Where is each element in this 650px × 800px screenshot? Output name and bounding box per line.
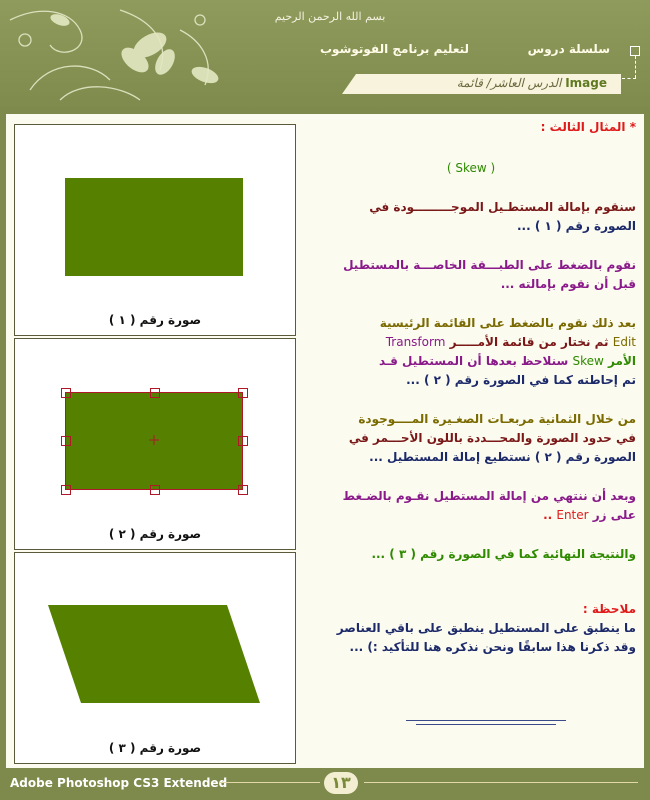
divider [416, 724, 556, 725]
lesson-title [457, 76, 607, 90]
paragraph-line: في حدود الصورة والمحـــددة باللون الأحـــمر في [348, 431, 636, 445]
transform-handle-icon [238, 485, 248, 495]
inline-text: ثم نختار من قائمة الأمـــــر [445, 335, 613, 349]
footer [0, 768, 650, 800]
paragraph-line: الصورة رقم ( ١ ) ... [517, 219, 636, 233]
skew-command-label: Skew [572, 354, 604, 368]
dashed-line-ornament [635, 56, 636, 78]
paragraph-4 [306, 410, 636, 467]
inline-text: على زر [588, 508, 636, 522]
menu-transform-label: Transform [385, 335, 446, 349]
paragraph-line: والنتيجة النهائية كما في الصورة رقم ( ٣ ) ... [371, 547, 636, 561]
page-number: ١٣ [324, 772, 358, 794]
lesson-text-column [306, 118, 636, 657]
series-subtitle: لتعليم برنامج الفوتوشوب [320, 42, 469, 56]
lesson-menu-name: Image [565, 76, 607, 90]
divider [406, 720, 566, 721]
divider [220, 782, 320, 783]
figure-3 [14, 552, 296, 764]
paragraph-line: الصورة رقم ( ٢ ) نستطيع إمالة المستطيل ... [369, 450, 636, 464]
paragraph-2 [306, 256, 636, 294]
series-heading [320, 42, 640, 62]
example-heading: * المثال الثالث : [540, 120, 636, 134]
divider [364, 782, 638, 783]
lesson-menu-word: قائمة [456, 76, 483, 90]
enter-key-label: Enter [556, 508, 589, 522]
skew-label: ( Skew ) [446, 161, 496, 175]
paragraph-3 [306, 314, 636, 390]
paragraph-line [306, 352, 636, 371]
center-point-icon [149, 435, 159, 445]
lesson-number: الدرس العاشر/ [486, 76, 562, 90]
paragraph-line: نقوم بالضغط على الطبـــقة الخاصـــة بالمستطيل [343, 258, 636, 272]
transform-handle-icon [61, 388, 71, 398]
green-rectangle [65, 178, 243, 276]
skewed-parallelogram [15, 553, 295, 723]
transform-handle-icon [61, 485, 71, 495]
paragraph-line: ما ينطبق على المستطيل ينطبق على باقي العناصر [336, 621, 636, 635]
paragraph-line: تم إحاطته كما في الصورة رقم ( ٢ ) ... [406, 373, 636, 387]
transform-handle-icon [61, 436, 71, 446]
square-ornament-icon [630, 46, 640, 56]
footer-title: Adobe Photoshop CS3 Extended [10, 776, 228, 790]
inline-text: سنلاحظ بعدها أن المستطيل قـد [378, 354, 573, 368]
note-block [306, 600, 636, 657]
paragraph-line: بعد ذلك نقوم بالضغط على القائمة الرئيسية [379, 316, 636, 330]
series-title: سلسلة دروس [527, 42, 610, 56]
dashed-line-ornament [622, 78, 636, 79]
paragraph-line: وقد ذكرنا هذا سابقًا ونحن نذكره هنا للتأكيد :) ... [349, 640, 636, 654]
transform-handle-icon [150, 485, 160, 495]
figure-caption: صورة رقم ( ٣ ) [108, 741, 202, 755]
transform-handle-icon [238, 436, 248, 446]
figure-caption: صورة رقم ( ١ ) [108, 313, 202, 327]
figure-2 [14, 338, 296, 550]
paragraph-line: قبل أن نقوم بإمالته ... [500, 277, 636, 291]
paragraph-line: وبعد أن ننتهي من إمالة المستطيل نقـوم بالضـغط [342, 489, 636, 503]
floral-decoration-icon [0, 0, 250, 108]
transform-handle-icon [238, 388, 248, 398]
figure-caption: صورة رقم ( ٢ ) [108, 527, 202, 541]
figure-1 [14, 124, 296, 336]
paragraph-line: سنقوم بإمالة المستطـيل الموجـــــــــودة في [369, 200, 636, 214]
inline-text: .. [543, 508, 557, 522]
transform-handle-icon [150, 388, 160, 398]
paragraph-line [306, 333, 636, 352]
paragraph-line [306, 506, 636, 525]
basmala-text: بسم الله الرحمن الرحيم [274, 10, 386, 23]
lesson-bar [356, 74, 621, 94]
paragraph-5 [306, 487, 636, 525]
inline-text: الأمر [603, 354, 636, 368]
note-heading: ملاحظة : [582, 602, 636, 616]
content-area [6, 114, 644, 768]
header [0, 0, 650, 108]
menu-edit-label: Edit [612, 335, 636, 349]
paragraph-6 [306, 545, 636, 564]
paragraph-line: من خلال الثمانية مربعـات الصغـيرة المــــوجودة [358, 412, 636, 426]
paragraph-1 [306, 198, 636, 236]
